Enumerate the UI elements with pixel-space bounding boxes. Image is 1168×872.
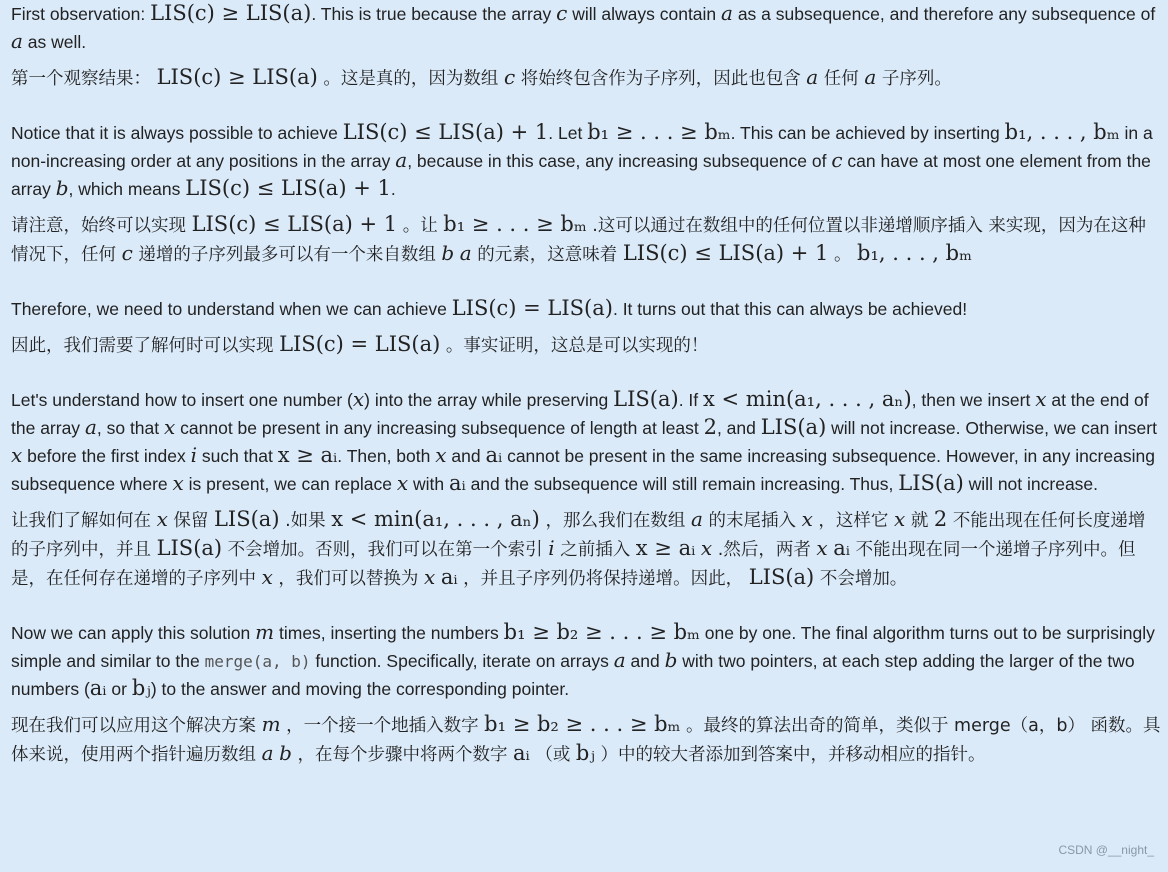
text-run: ，我们可以替换为 <box>272 569 424 589</box>
math-expression: LIS(c) = LIS(a) <box>279 332 441 356</box>
math-variable: a <box>84 415 97 439</box>
text-run: ，这样它 <box>812 511 894 531</box>
text-run: . This can be achieved by inserting <box>730 123 1005 143</box>
math-expression: LIS(c) ≤ LIS(a) + 1 <box>342 120 549 144</box>
math-variable: x <box>894 507 906 531</box>
math-variable: b <box>55 176 69 200</box>
text-run: 的末尾插入 <box>702 511 802 531</box>
math-expression: LIS(a) <box>760 415 827 439</box>
watermark: CSDN @__night_ <box>1058 843 1154 857</box>
math-variable: x <box>352 387 365 411</box>
paragraph-en <box>11 386 1161 498</box>
math-variable: x <box>801 507 813 531</box>
text-run: ，那么我们在数组 <box>539 511 691 531</box>
math-variable: m <box>255 620 275 644</box>
text-run: 。 <box>828 245 858 265</box>
math-expression: x ≥ aᵢ <box>635 536 696 560</box>
math-variable: x <box>1035 387 1047 411</box>
text-run: 的元素，这意味着 <box>471 245 623 265</box>
math-variable: x <box>423 565 436 589</box>
math-variable: a <box>721 1 733 25</box>
text-run: 将始终包含作为子序列，因此也包含 <box>515 69 807 89</box>
text-run: 保留 <box>167 511 214 531</box>
math-variable: c <box>503 65 516 89</box>
article-body <box>11 0 1161 769</box>
math-expression: b₁ ≥ b₂ ≥ . . . ≥ bₘ <box>503 620 700 644</box>
text-run: First observation: <box>11 4 151 24</box>
math-expression: 2 <box>933 507 948 531</box>
text-run: Therefore, we need to understand when we can achieve <box>11 299 452 319</box>
spacer <box>11 269 1161 295</box>
text-run: .这可以通过在数组中的任何位置以非递增顺序插入 来实现，因为在这种情况下，任何 <box>11 216 1146 265</box>
math-expression: 2 <box>703 415 717 439</box>
math-expression: LIS(a) <box>613 387 679 411</box>
text-run: such that <box>196 446 278 466</box>
section-5 <box>11 619 1161 769</box>
inline-code: merge(a, b) <box>204 652 311 671</box>
text-run: 。最终的算法出奇的简单，类似于 merge（a，b） 函数。具体来说，使用两个指针遍历数组 <box>11 716 1161 765</box>
math-expression: LIS(c) ≤ LIS(a) + 1 <box>191 212 398 236</box>
text-run: times, inserting the numbers <box>274 623 504 643</box>
text-run: 任何 <box>818 69 865 89</box>
text-run: Now we can apply this solution <box>11 623 256 643</box>
text-run: or <box>106 679 132 699</box>
math-expression: LIS(c) ≤ LIS(a) + 1 <box>185 176 391 200</box>
text-run: 不会增加。否则，我们可以在第一个索引 <box>222 540 549 560</box>
math-variable: x <box>164 415 176 439</box>
text-run: and the subsequence will still remain increasing. Thus, <box>465 474 899 494</box>
text-run: will always contain <box>567 4 722 24</box>
math-variable: x <box>261 565 273 589</box>
text-run: . It turns out that this can always be achieved! <box>612 299 968 319</box>
text-run: is present, we can replace <box>183 474 397 494</box>
math-expression: LIS(a) <box>156 536 223 560</box>
text-run: ，并且子序列仍将保持递增。因此， <box>457 569 749 589</box>
math-variable: c <box>831 148 843 172</box>
text-run: 就 <box>905 511 934 531</box>
text-run: with <box>408 474 449 494</box>
math-expression: x < min(a₁, . . . , aₙ) <box>331 507 540 531</box>
text-run: as a subsequence, and therefore any subsequence of <box>732 4 1156 24</box>
paragraph-en <box>11 119 1161 203</box>
spacer <box>11 93 1161 119</box>
text-run: , because in this case, any increasing subsequence of <box>407 151 832 171</box>
math-variable: m <box>261 712 281 736</box>
math-expression: aᵢ <box>89 676 107 700</box>
text-run: , so that <box>96 418 164 438</box>
math-variable: a <box>261 741 274 765</box>
text-run: 不会增加。 <box>814 569 908 589</box>
math-expression: LIS(c) ≥ LIS(a) <box>150 1 312 25</box>
text-run: . <box>390 179 396 199</box>
math-expression: LIS(c) = LIS(a) <box>451 296 613 320</box>
spacer <box>11 593 1161 619</box>
text-run: and <box>446 446 486 466</box>
math-variable: a <box>11 29 23 53</box>
text-run: 第一个观察结果： <box>11 69 157 89</box>
math-expression: aᵢ <box>513 741 530 765</box>
math-expression: bⱼ <box>131 676 151 700</box>
spacer <box>11 360 1161 386</box>
text-run: can have at most one element from the array <box>11 151 1151 199</box>
paragraph-zh <box>11 64 1161 93</box>
math-expression: aᵢ <box>440 565 458 589</box>
text-run: ) into the array while preserving <box>364 390 614 410</box>
text-run: 。让 <box>397 216 444 236</box>
text-run: （或 <box>529 745 576 765</box>
text-run: 。事实证明，这总是可以实现的！ <box>440 336 709 356</box>
paragraph-en <box>11 619 1161 703</box>
paragraph-zh <box>11 711 1161 769</box>
paragraph-en <box>11 0 1161 56</box>
math-variable: a <box>395 148 408 172</box>
text-run: 让我们了解如何在 <box>11 511 157 531</box>
text-run: at the end of the array <box>11 390 1149 438</box>
section-2 <box>11 119 1161 269</box>
text-run: .然后，两者 <box>712 540 817 560</box>
paragraph-en <box>11 295 1161 323</box>
math-variable: a <box>459 241 472 265</box>
math-variable: c <box>121 241 133 265</box>
text-run: 请注意，始终可以实现 <box>11 216 192 236</box>
math-variable: x <box>172 471 184 495</box>
math-expression: LIS(c) ≥ LIS(a) <box>156 65 318 89</box>
text-run: 递增的子序列最多可以有一个来自数组 <box>132 245 442 265</box>
text-run: . Let <box>548 123 588 143</box>
math-expression: bⱼ <box>575 741 595 765</box>
math-expression: x < min(a₁, . . . , aₙ) <box>703 387 912 411</box>
section-3 <box>11 295 1161 360</box>
text-run: 子序列。 <box>876 69 952 89</box>
text-run: in a non-increasing order at any positions in the array <box>11 123 1153 171</box>
section-1 <box>11 0 1161 93</box>
text-run: function. Specifically, iterate on arrays <box>310 651 614 671</box>
section-4 <box>11 386 1161 593</box>
math-variable: i <box>548 536 555 560</box>
text-run: .如果 <box>279 511 332 531</box>
math-expression: b₁ ≥ . . . ≥ bₘ <box>443 212 587 236</box>
math-expression: aᵢ <box>448 471 466 495</box>
text-run: . This is true because the array <box>311 4 557 24</box>
text-run: ，一个接一个地插入数字 <box>280 716 485 736</box>
math-variable: x <box>396 471 409 495</box>
text-run: one by one. The final algorithm turns out to be surprisingly simple and similar to the <box>11 623 1155 671</box>
text-run: , and <box>716 418 761 438</box>
text-run: as well. <box>22 32 87 52</box>
text-run: cannot be present in the same increasing subsequence. However, in any increasing subsequence where <box>11 446 1155 494</box>
math-expression: aᵢ <box>485 443 503 467</box>
text-run: ) to the answer and moving the corresponding pointer. <box>150 679 570 699</box>
text-run: , then we insert <box>911 390 1036 410</box>
math-variable: b <box>664 648 678 672</box>
math-variable: x <box>700 536 713 560</box>
text-run: cannot be present in any increasing subsequence of length at least <box>175 418 704 438</box>
text-run: Let's understand how to insert one number ( <box>11 390 353 410</box>
math-variable: a <box>691 507 703 531</box>
text-run: will not increase. Otherwise, we can insert <box>826 418 1157 438</box>
text-run: 不能出现在任何长度递增的子序列中，并且 <box>11 511 1146 560</box>
text-run: . If <box>678 390 704 410</box>
math-expression: x ≥ aᵢ <box>277 443 338 467</box>
math-variable: i <box>190 443 197 467</box>
text-run: 之前插入 <box>554 540 636 560</box>
text-run: 因此，我们需要了解何时可以实现 <box>11 336 280 356</box>
math-variable: a <box>613 648 626 672</box>
math-variable: x <box>816 536 828 560</box>
math-variable: c <box>556 1 568 25</box>
math-expression: b₁, . . . , bₘ <box>857 241 972 265</box>
math-variable: x <box>11 443 23 467</box>
text-run: ）中的较大者添加到答案中，并移动相应的指针。 <box>594 745 986 765</box>
text-run: 现在我们可以应用这个解决方案 <box>11 716 262 736</box>
text-run: before the first index <box>22 446 191 466</box>
math-expression: LIS(a) <box>748 565 815 589</box>
math-variable: x <box>156 507 168 531</box>
text-run: ，在每个步骤中将两个数字 <box>291 745 514 765</box>
math-variable: a <box>806 65 819 89</box>
text-run: 不能出现在同一个递增子序列中。但是，在任何存在递增的子序列中 <box>11 540 1136 589</box>
math-variable: a <box>864 65 877 89</box>
math-expression: b₁, . . . , bₘ <box>1004 120 1120 144</box>
text-run: , which means <box>68 179 186 199</box>
text-run: Notice that it is always possible to achieve <box>11 123 343 143</box>
math-expression: LIS(a) <box>213 507 280 531</box>
text-run: and <box>625 651 665 671</box>
paragraph-zh <box>11 331 1161 360</box>
text-run: 。这是真的，因为数组 <box>317 69 504 89</box>
text-run: will not increase. <box>963 474 1099 494</box>
text-run: with two pointers, at each step adding the larger of the two numbers ( <box>11 651 1135 699</box>
math-expression: b₁ ≥ . . . ≥ bₘ <box>587 120 731 144</box>
math-expression: b₁ ≥ b₂ ≥ . . . ≥ bₘ <box>484 712 681 736</box>
math-expression: LIS(c) ≤ LIS(a) + 1 <box>622 241 829 265</box>
math-expression: LIS(a) <box>898 471 964 495</box>
math-variable: b <box>441 241 455 265</box>
math-variable: b <box>279 741 292 765</box>
math-expression: aᵢ <box>833 536 850 560</box>
text-run: . Then, both <box>337 446 436 466</box>
paragraph-zh <box>11 506 1161 593</box>
math-variable: x <box>435 443 447 467</box>
paragraph-zh <box>11 211 1161 269</box>
